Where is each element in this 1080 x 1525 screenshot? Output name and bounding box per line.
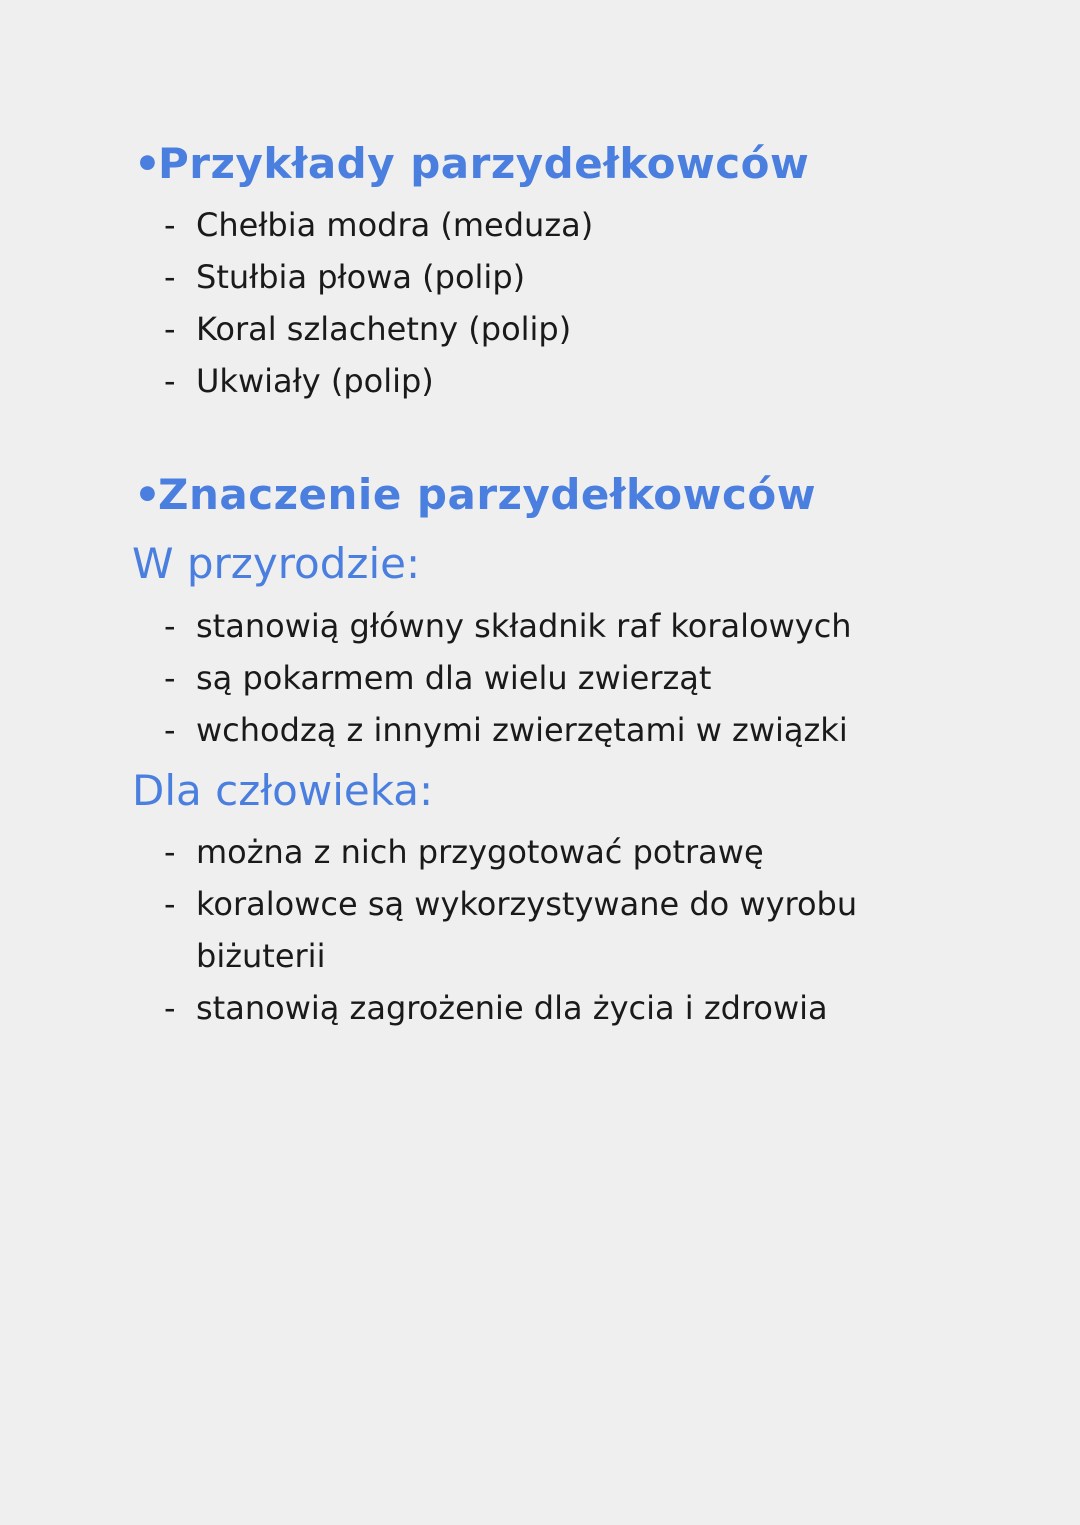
heading-bullet: • — [134, 470, 162, 519]
dash-marker: - — [164, 885, 176, 923]
dash-marker: - — [164, 258, 176, 296]
list-item — [160, 600, 852, 652]
subheading-human: Dla człowieka: — [132, 766, 434, 815]
dash-marker: - — [164, 833, 176, 871]
list-item-text: stanowią główny składnik raf koralowych — [196, 607, 852, 645]
dash-marker: - — [164, 607, 176, 645]
human-list — [160, 826, 857, 1034]
heading-bullet: • — [134, 139, 162, 188]
list-item-text: Ukwiały (polip) — [196, 362, 434, 400]
list-item-text: Koral szlachetny (polip) — [196, 310, 572, 348]
list-item-text: są pokarmem dla wielu zwierząt — [196, 659, 712, 697]
list-item — [160, 704, 852, 756]
list-item — [160, 303, 593, 355]
dash-marker: - — [164, 659, 176, 697]
list-item-text: stanowią zagrożenie dla życia i zdrowia — [196, 989, 828, 1027]
list-item — [160, 251, 593, 303]
list-item — [160, 199, 593, 251]
section-heading-significance — [134, 469, 816, 521]
list-item-text: wchodzą z innymi zwierzętami w związki — [196, 711, 848, 749]
subheading-nature: W przyrodzie: — [132, 539, 421, 588]
list-item — [160, 878, 857, 930]
dash-marker: - — [164, 989, 176, 1027]
dash-marker: - — [164, 711, 176, 749]
list-item-text: można z nich przygotować potrawę — [196, 833, 764, 871]
list-item-text: biżuterii — [196, 937, 326, 975]
list-item-text: Stułbia płowa (polip) — [196, 258, 526, 296]
list-item — [160, 652, 852, 704]
section-title-significance: Znaczenie parzydełkowców — [158, 470, 817, 519]
examples-list — [160, 199, 593, 407]
dash-marker: - — [164, 310, 176, 348]
section-title-examples: Przykłady parzydełkowców — [158, 139, 810, 188]
list-item — [160, 826, 857, 878]
section-heading-examples — [134, 138, 809, 190]
dash-marker: - — [164, 362, 176, 400]
list-item — [160, 982, 857, 1034]
list-item-text: Chełbia modra (meduza) — [196, 206, 594, 244]
list-item-continuation — [160, 930, 857, 982]
list-item-text: koralowce są wykorzystywane do wyrobu — [196, 885, 858, 923]
nature-list — [160, 600, 852, 756]
list-item — [160, 355, 593, 407]
dash-marker: - — [164, 206, 176, 244]
